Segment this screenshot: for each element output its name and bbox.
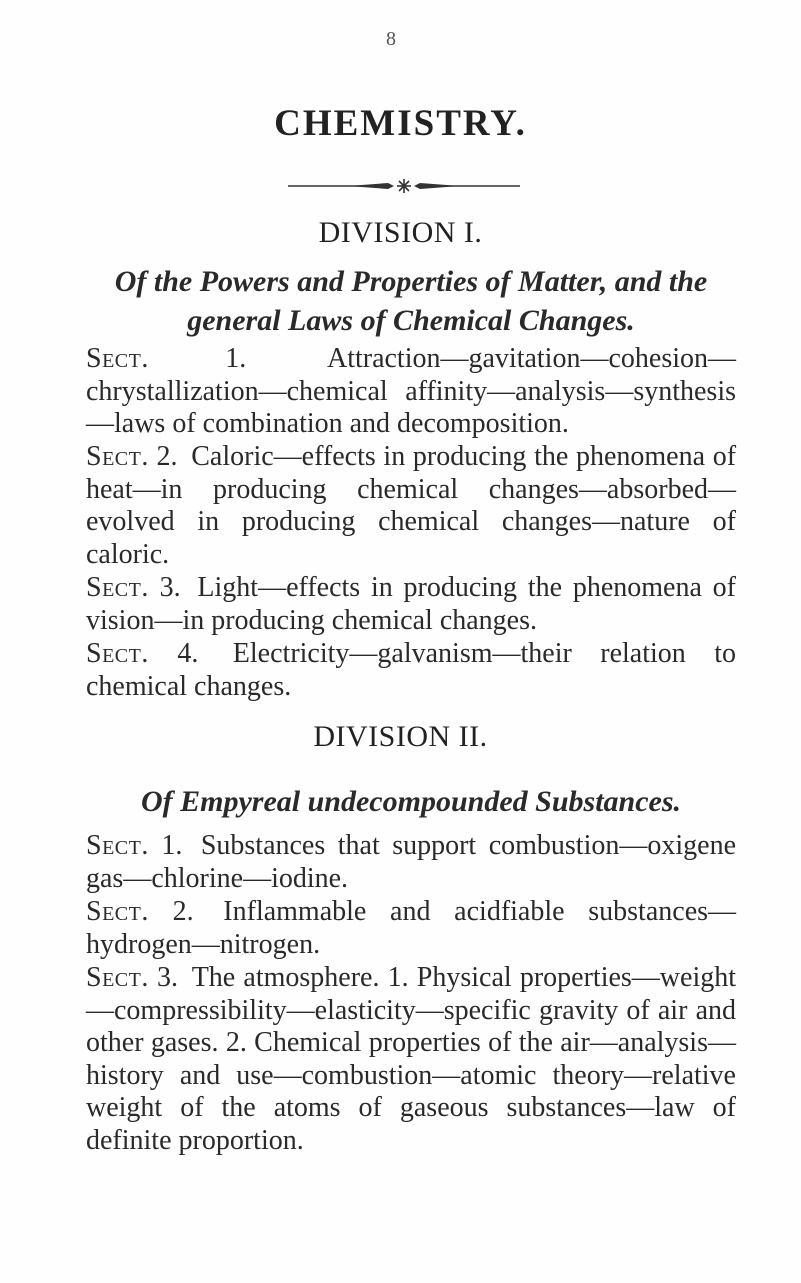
section-number: 2. <box>172 896 194 927</box>
section-number: 4. <box>177 638 199 669</box>
page-number: 8 <box>386 28 396 50</box>
section-text: Electricity—galvanism—their relation to chemical changes. <box>86 638 737 702</box>
section-label: Sect. <box>86 441 149 472</box>
section-item <box>86 572 736 637</box>
division-heading: DIVISION II. <box>313 720 488 753</box>
section-text: Substances that support combustion—oxigene gas—chlorine—iodine. <box>86 830 736 894</box>
section-text: Light—effects in producing the phenomena of vision—in producing chemical changes. <box>86 572 736 636</box>
section-item <box>86 830 736 895</box>
section-number: 3. <box>159 572 181 603</box>
section-item <box>86 962 736 1157</box>
section-label: Sect. <box>86 638 149 669</box>
section-label: Sect. <box>86 343 149 374</box>
section-label: Sect. <box>86 830 149 861</box>
section-label: Sect. <box>86 572 149 603</box>
section-number: 3. <box>157 962 179 993</box>
division-subtitle: Of the Powers and Properties of Matter, and the general Laws of Chemical Changes. <box>114 265 708 337</box>
section-label: Sect. <box>86 962 149 993</box>
section-item <box>86 441 736 571</box>
section-text: The atmosphere. 1. Physical properties—weight—compressibility—elasticity—specific gravity of air and other gases. 2. Chemical properties of the air—analysis—history and use—combustion—atomic theory—relative weight of the atoms of gaseous substances—law of definite proportion. <box>86 962 737 1156</box>
section-text: Inflammable and acidfiable substances—hydrogen—nitrogen. <box>86 896 737 960</box>
division-heading: DIVISION I. <box>318 216 483 249</box>
section-number: 1. <box>225 343 247 374</box>
section-text: Caloric—effects in producing the phenomena of heat—in producing chemical changes—absorbed—evolved in producing chemical changes—nature of caloric. <box>86 441 737 570</box>
section-item <box>86 896 736 961</box>
section-item <box>86 638 736 703</box>
section-number: 1. <box>161 830 183 861</box>
page-title: CHEMISTRY. <box>274 103 527 144</box>
section-item <box>86 343 736 441</box>
section-text: Attraction—gavitation—cohesion—chrystallization—chemical affinity—analysis—synthesis—laws of combination and decomposition. <box>86 343 736 439</box>
ornament-divider <box>288 178 520 194</box>
section-number: 2. <box>156 441 178 472</box>
section-label: Sect. <box>86 896 149 927</box>
division-subtitle: Of Empyreal undecompounded Substances. <box>140 785 682 818</box>
